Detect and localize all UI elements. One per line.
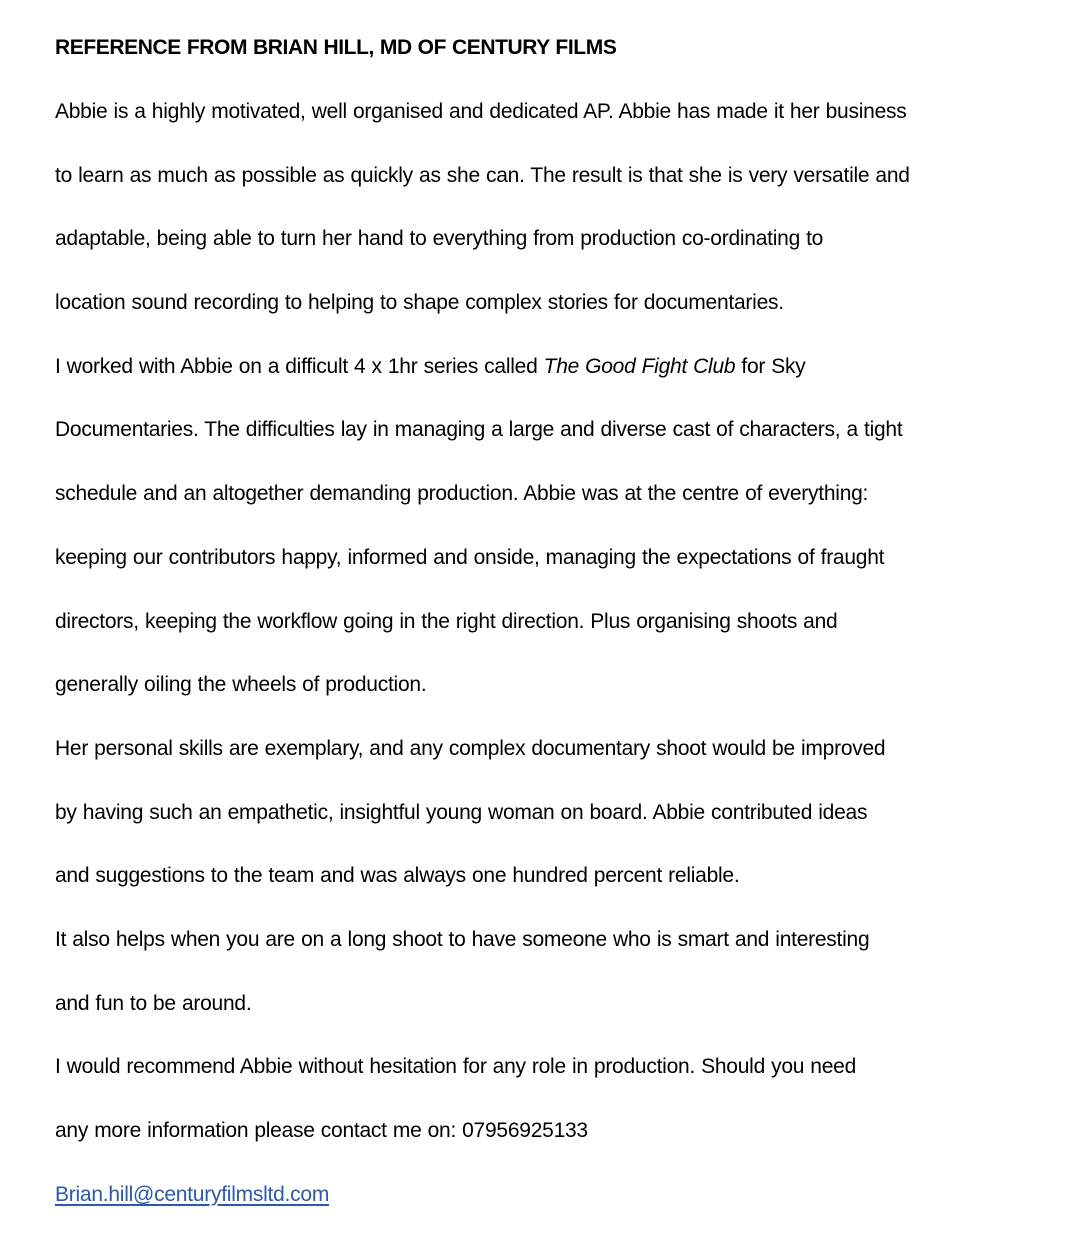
text-line [55,335,1045,399]
series-title: The Good Fight Club [543,354,736,378]
text-line: and fun to be around. [55,991,252,1015]
text-line: Documentaries. The difficulties lay in managing a large and diverse cast of characters, a tight [55,418,903,442]
text-line: location sound recording to helping to shape complex stories for documentaries. [55,291,784,315]
text-line: Abbie is a highly motivated, well organised and dedicated AP. Abbie has made it her business [55,100,907,123]
document-page [55,26,1045,1226]
text-line: It also helps when you are on a long shoot to have someone who is smart and interesting [55,927,870,951]
email-paragraph [55,1163,1045,1227]
text-line: directors, keeping the workflow going in the right direction. Plus organising shoots and [55,609,838,633]
text-line: keeping our contributors happy, informed and onside, managing the expectations of fraught [55,545,885,569]
text-line: Her personal skills are exemplary, and any complex documentary shoot would be improved [55,736,886,760]
contact-line: any more information please contact me on: 07956925133 [55,1119,588,1142]
paragraph-intro [55,80,1045,335]
email-line [55,1163,1045,1227]
text-line: schedule and an altogether demanding production. Abbie was at the centre of everything: [55,482,869,506]
text-line: and suggestions to the team and was always one hundred percent reliable. [55,864,740,888]
paragraph-personal-skills [55,717,1045,908]
paragraph-long-shoot [55,908,1045,1035]
text-fragment: for Sky [735,354,806,378]
text-line: generally oiling the wheels of production. [55,673,427,697]
text-line: adaptable, being able to turn her hand to everything from production co-ordinating to [55,227,824,251]
text-fragment: I worked with Abbie on a difficult 4 x 1hr series called [55,354,544,378]
text-line: to learn as much as possible as quickly as she can. The result is that she is very versatile and [55,163,910,187]
email-link[interactable]: Brian.hill@centuryfilmsltd.com [55,1182,330,1206]
paragraph-series [55,335,1045,717]
paragraph-recommendation [55,1035,1045,1162]
text-line: I would recommend Abbie without hesitation for any role in production. Should you need [55,1055,857,1079]
document-heading: REFERENCE FROM BRIAN HILL, MD OF CENTURY FILMS [55,36,617,59]
text-line: by having such an empathetic, insightful young woman on board. Abbie contributed ideas [55,800,868,824]
